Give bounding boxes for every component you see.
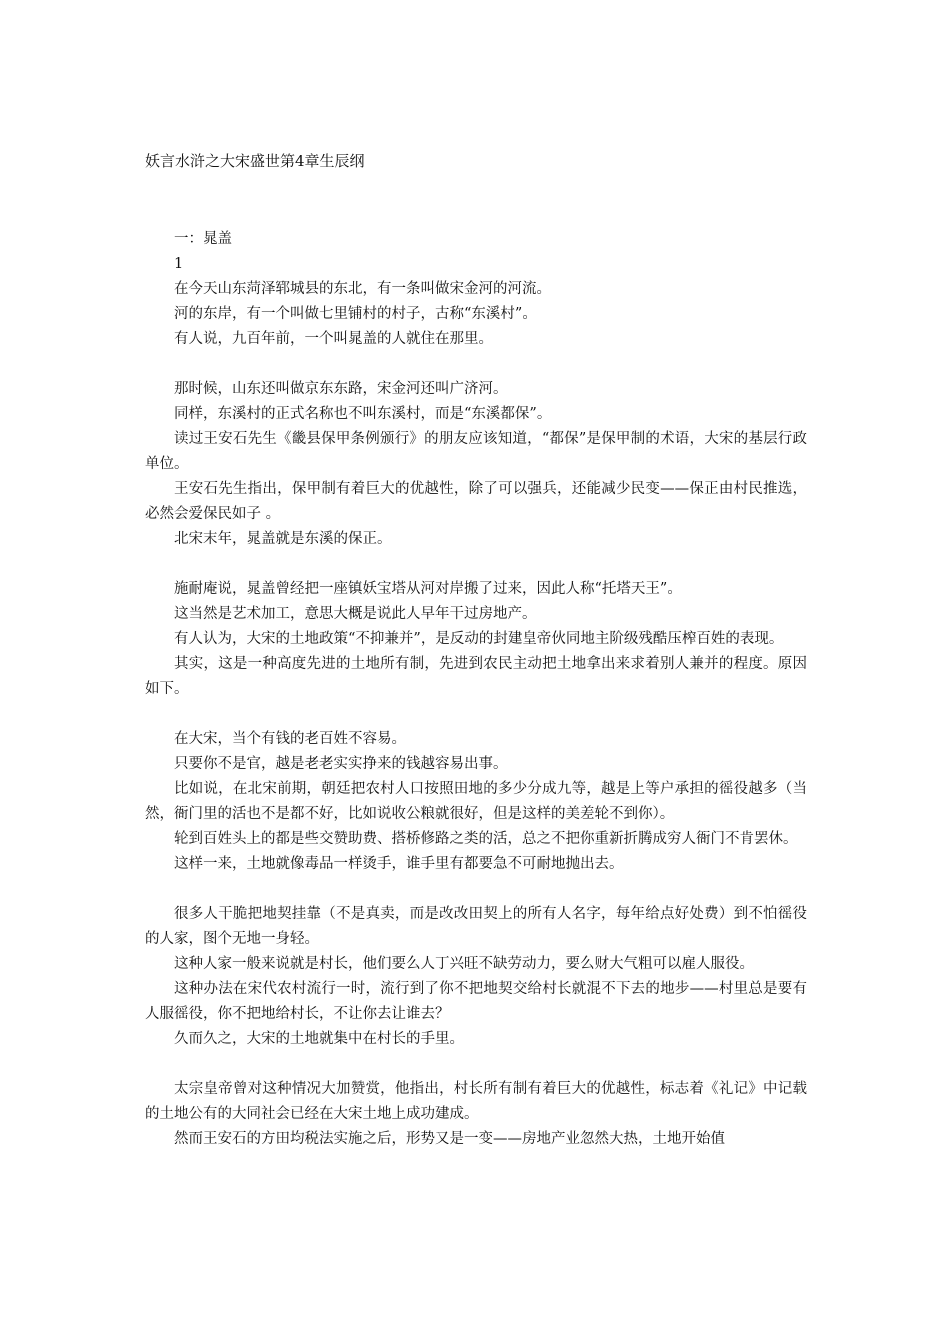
paragraph: 比如说，在北宋前期，朝廷把农村人口按照田地的多少分成九等，越是上等户承担的徭役越多（当然，衙门里的活也不是都不好，比如说收公粮就很好，但是这样的美差轮不到你）。: [145, 781, 807, 822]
paragraph: 这种办法在宋代农村流行一时，流行到了你不把地契交给村长就混不下去的地步——村里总是要有人服徭役，你不把地给村长，不让你去让谁去？: [145, 981, 807, 1022]
paragraph: 然而王安石的方田均税法实施之后，形势又是一变——房地产业忽然大热，土地开始值: [174, 1131, 725, 1147]
section-heading: 一：晁盖: [174, 231, 232, 247]
document-body: [145, 227, 807, 1152]
paragraph: 同样，东溪村的正式名称也不叫东溪村，而是“东溪都保”。: [174, 406, 552, 422]
paragraph: 读过王安石先生《畿县保甲条例颁行》的朋友应该知道，“都保”是保甲制的术语，大宋的基层行政单位。: [145, 431, 807, 472]
document-title: 妖言水浒之大宋盛世第4章生辰纲: [145, 152, 365, 170]
paragraph: 施耐庵说，晁盖曾经把一座镇妖宝塔从河对岸搬了过来，因此人称“托塔天王”。: [174, 581, 682, 597]
paragraph: 北宋末年，晁盖就是东溪的保正。: [174, 531, 392, 547]
paragraph: 那时候，山东还叫做京东东路，宋金河还叫广济河。: [174, 381, 508, 397]
paragraph: 轮到百姓头上的都是些交赞助费、搭桥修路之类的活，总之不把你重新折腾成穷人衙门不肯罢休。: [174, 831, 798, 847]
paragraph: 其实，这是一种高度先进的土地所有制，先进到农民主动把土地拿出来求着别人兼并的程度。原因如下。: [145, 656, 807, 697]
paragraph-gap: [145, 552, 807, 577]
paragraph: 在今天山东菏泽郓城县的东北，有一条叫做宋金河的河流。: [174, 281, 551, 297]
paragraph: 在大宋，当个有钱的老百姓不容易。: [174, 731, 406, 747]
paragraph: 河的东岸，有一个叫做七里铺村的村子，古称“东溪村”。: [174, 306, 537, 322]
paragraph: 这当然是艺术加工，意思大概是说此人早年干过房地产。: [174, 606, 537, 622]
paragraph: 有人认为，大宋的土地政策“不抑兼并”，是反动的封建皇帝伙同地主阶级残酷压榨百姓的表现。: [174, 631, 784, 647]
paragraph: 王安石先生指出，保甲制有着巨大的优越性，除了可以强兵，还能减少民变——保正由村民推选，必然会爱保民如子 。: [145, 481, 807, 522]
paragraph: 只要你不是官，越是老老实实挣来的钱越容易出事。: [174, 756, 508, 772]
paragraph: 久而久之，大宋的土地就集中在村长的手里。: [174, 1031, 464, 1047]
paragraph: 很多人干脆把地契挂靠（不是真卖，而是改改田契上的所有人名字，每年给点好处费）到不怕徭役的人家，图个无地一身轻。: [145, 906, 807, 947]
paragraph-gap: [145, 877, 807, 902]
paragraph-gap: [145, 352, 807, 377]
paragraph: 有人说，九百年前，一个叫晁盖的人就住在那里。: [174, 331, 493, 347]
paragraph: 这种人家一般来说就是村长，他们要么人丁兴旺不缺劳动力，要么财大气粗可以雇人服役。: [174, 956, 754, 972]
paragraph: 太宗皇帝曾对这种情况大加赞赏，他指出，村长所有制有着巨大的优越性，标志着《礼记》中记载的土地公有的大同社会已经在大宋土地上成功建成。: [145, 1081, 807, 1122]
paragraph-gap: [145, 1052, 807, 1077]
paragraph: 这样一来，土地就像毒品一样烫手，谁手里有都要急不可耐地抛出去。: [174, 856, 624, 872]
subsection-number: 1: [174, 256, 184, 272]
paragraph-gap: [145, 702, 807, 727]
